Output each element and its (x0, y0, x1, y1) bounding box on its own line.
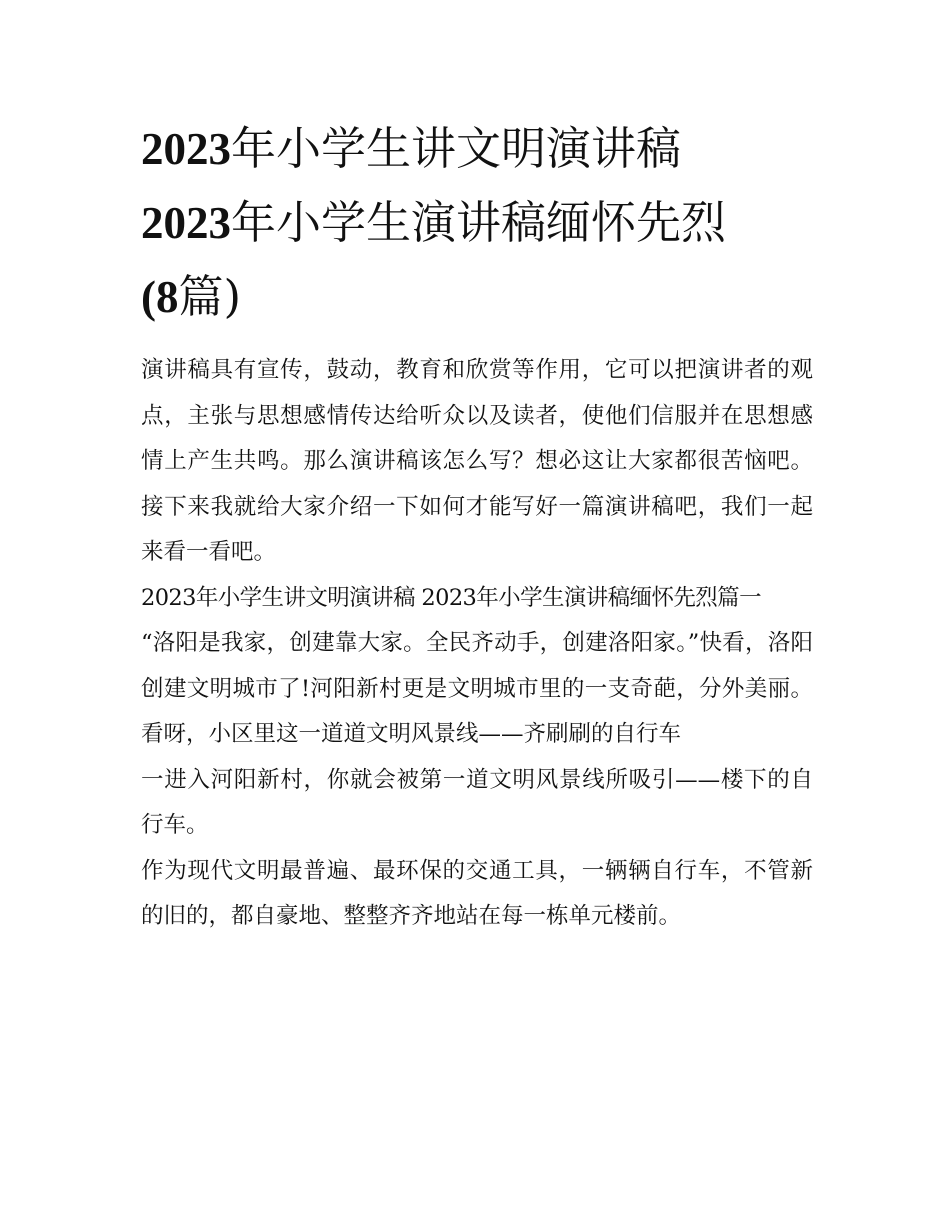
title-paren-open: ( (141, 272, 156, 322)
intro-paragraph: 演讲稿具有宣传，鼓动，教育和欣赏等作用，它可以把演讲者的观点，主张与思想感情传达给听众以及读者，使他们信服并在思想感情上产生共鸣。那么演讲稿该怎么写？想必这让大家都很苦恼吧。接下来我就给大家介绍一下如何才能写好一篇演讲稿吧，我们一起来看一看吧。 (141, 357, 813, 565)
title-year-2: 2023 (141, 198, 231, 248)
document-title (141, 112, 813, 334)
body-paragraph: 作为现代文明最普遍、最环保的交通工具，一辆辆自行车，不管新的旧的，都自豪地、整整齐齐地站在每一栋单元楼前。 (141, 857, 813, 929)
title-year-1: 2023 (141, 124, 231, 174)
title-line-2 (141, 186, 813, 260)
title-text-1: 年小学生讲文明演讲稿 (231, 122, 682, 175)
document-page (141, 112, 813, 940)
title-count: 8 (156, 272, 179, 322)
title-text-3: 篇) (178, 270, 242, 323)
section-heading: 2023年小学生讲文明演讲稿 2023年小学生演讲稿缅怀先烈篇一 (141, 584, 761, 611)
document-body (141, 348, 813, 940)
title-line-1 (141, 112, 813, 186)
title-text-2: 年小学生演讲稿缅怀先烈 (231, 196, 727, 249)
body-paragraph: “洛阳是我家，创建靠大家。全民齐动手，创建洛阳家。”快看，洛阳创建文明城市了!河阳新村更是文明城市里的一支奇葩，分外美丽。看呀，小区里这一道道文明风景线——齐刷刷的自行车 (141, 630, 813, 747)
title-line-3 (141, 260, 813, 334)
body-paragraph: 一进入河阳新村，你就会被第一道文明风景线所吸引——楼下的自行车。 (141, 766, 813, 838)
